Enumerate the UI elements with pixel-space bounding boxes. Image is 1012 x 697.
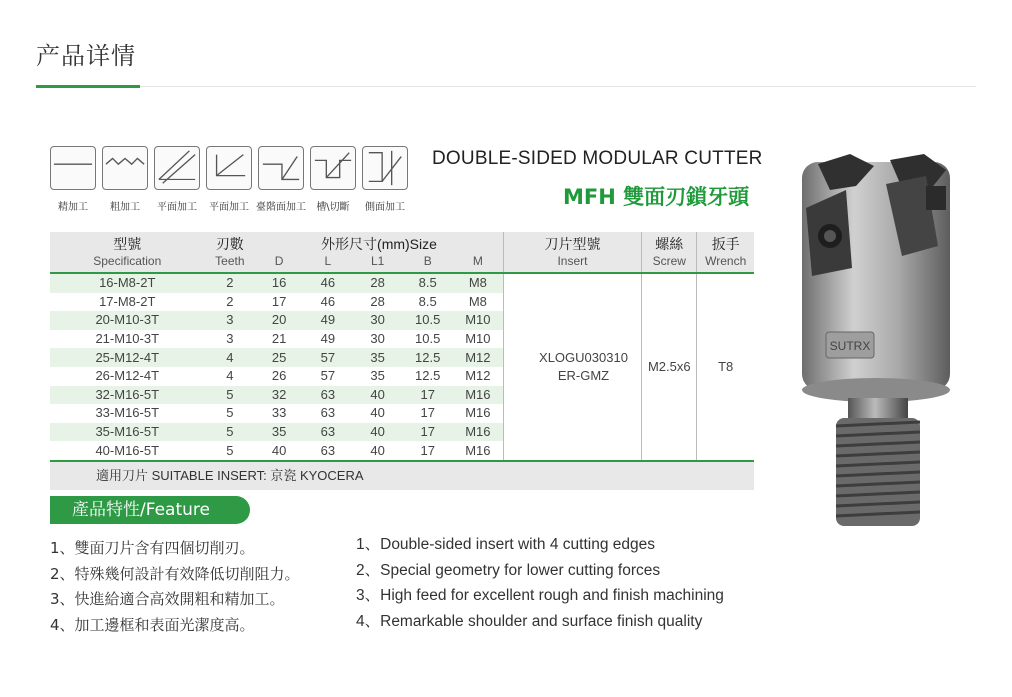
table-cell-m: M10 — [453, 330, 503, 349]
table-row — [50, 273, 754, 293]
header-screw-en: Screw — [642, 254, 697, 273]
table-cell-l: 63 — [303, 441, 353, 460]
table-cell-teeth: 4 — [205, 367, 256, 386]
table-cell-l: 46 — [303, 273, 353, 293]
title-divider — [36, 86, 976, 87]
table-cell-m: M12 — [453, 367, 503, 386]
table-cell-l1: 28 — [353, 273, 403, 293]
suitable-insert-note: 適用刀片 SUITABLE INSERT: 京瓷 KYOCERA — [50, 460, 754, 490]
feature-list-en — [356, 532, 724, 634]
table-cell-spec: 16-M8-2T — [50, 273, 205, 293]
table-cell-teeth: 2 — [205, 293, 256, 312]
table-cell-l1: 35 — [353, 348, 403, 367]
photo-engraving: SUTRX — [829, 339, 871, 353]
op-label-face: 平面加工 — [157, 202, 197, 213]
feature-badge: 產品特性/Feature — [50, 496, 250, 524]
spec-table — [50, 232, 754, 460]
table-cell-teeth: 5 — [205, 386, 256, 405]
table-cell-teeth: 4 — [205, 348, 256, 367]
page-title: 产品详情 — [36, 42, 136, 70]
table-cell-spec: 40-M16-5T — [50, 441, 205, 460]
table-cell-teeth: 5 — [205, 441, 256, 460]
title-accent-bar — [36, 85, 140, 88]
header-dims-cn: 外形尺寸(mm)Size — [255, 232, 503, 254]
table-cell-spec: 32-M16-5T — [50, 386, 205, 405]
table-cell-b: 17 — [403, 441, 453, 460]
table-cell-m: M16 — [453, 386, 503, 405]
table-cell-teeth: 5 — [205, 423, 256, 442]
header-wrench-en: Wrench — [697, 254, 754, 273]
table-cell-b: 12.5 — [403, 348, 453, 367]
header-l1: L1 — [353, 254, 403, 273]
shoulder-milling-icon — [258, 146, 304, 190]
feature-cn-item: 1、雙面刀片含有四個切削刃。 — [50, 539, 255, 557]
table-cell-m: M8 — [453, 273, 503, 293]
header-insert-en: Insert — [503, 254, 641, 273]
table-cell-spec: 26-M12-4T — [50, 367, 205, 386]
table-cell-spec: 35-M16-5T — [50, 423, 205, 442]
feature-en-item: 4、Remarkable shoulder and surface finish quality — [356, 612, 703, 630]
cutter-photo — [790, 150, 960, 530]
spec-table-wrapper — [50, 232, 754, 490]
header-m: M — [453, 254, 503, 273]
table-cell-d: 21 — [255, 330, 303, 349]
table-cell-d: 33 — [255, 404, 303, 423]
table-cell-l: 63 — [303, 404, 353, 423]
insert-cell — [503, 273, 641, 460]
feature-cn-item: 3、快進給適合高效開粗和精加工。 — [50, 590, 285, 608]
table-cell-teeth: 5 — [205, 404, 256, 423]
table-cell-b: 12.5 — [403, 367, 453, 386]
wrench-cell: T8 — [697, 273, 754, 460]
table-cell-l: 49 — [303, 330, 353, 349]
thread — [836, 418, 920, 526]
table-cell-teeth: 2 — [205, 273, 256, 293]
table-cell-spec: 25-M12-4T — [50, 348, 205, 367]
op-label-side: 側面加工 — [365, 202, 405, 213]
table-cell-l: 63 — [303, 386, 353, 405]
header-teeth-cn: 刃數 — [205, 232, 256, 254]
table-cell-m: M16 — [453, 441, 503, 460]
table-cell-b: 17 — [403, 404, 453, 423]
table-cell-b: 10.5 — [403, 330, 453, 349]
header-b: B — [403, 254, 453, 273]
table-cell-l1: 40 — [353, 386, 403, 405]
table-cell-l1: 35 — [353, 367, 403, 386]
table-cell-d: 35 — [255, 423, 303, 442]
header-wrench-cn: 扳手 — [697, 232, 754, 254]
feature-en-item: 3、High feed for excellent rough and finish machining — [356, 587, 724, 604]
table-cell-l1: 30 — [353, 330, 403, 349]
header-spec-en: Specification — [50, 254, 205, 273]
table-cell-d: 16 — [255, 273, 303, 293]
table-cell-l1: 30 — [353, 311, 403, 330]
feature-en-item: 1、Double-sided insert with 4 cutting edges — [356, 536, 655, 553]
roughing-icon — [102, 146, 148, 190]
op-label-roughing: 粗加工 — [110, 202, 140, 213]
table-cell-spec: 21-M10-3T — [50, 330, 205, 349]
table-cell-d: 20 — [255, 311, 303, 330]
table-cell-spec: 17-M8-2T — [50, 293, 205, 312]
table-cell-spec: 20-M10-3T — [50, 311, 205, 330]
table-cell-m: M12 — [453, 348, 503, 367]
table-cell-l1: 40 — [353, 404, 403, 423]
header-insert-cn: 刀片型號 — [503, 232, 641, 254]
table-cell-l: 46 — [303, 293, 353, 312]
table-cell-l1: 40 — [353, 423, 403, 442]
table-cell-l1: 28 — [353, 293, 403, 312]
heading-chinese: MFH 雙面刃鎖牙頭 — [563, 185, 750, 209]
header-spec-cn: 型號 — [50, 232, 205, 254]
table-cell-l: 63 — [303, 423, 353, 442]
feature-cn-item: 4、加工邊框和表面光潔度高。 — [50, 615, 255, 634]
table-cell-m: M16 — [453, 423, 503, 442]
op-label-shoulder: 臺階面加工 — [256, 202, 306, 213]
table-cell-m: M10 — [453, 311, 503, 330]
header-teeth-en: Teeth — [205, 254, 256, 273]
table-cell-teeth: 3 — [205, 330, 256, 349]
table-cell-l: 57 — [303, 348, 353, 367]
table-cell-m: M16 — [453, 404, 503, 423]
table-cell-l: 57 — [303, 367, 353, 386]
slotting-icon — [310, 146, 356, 190]
heading-english: DOUBLE-SIDED MODULAR CUTTER — [432, 148, 763, 169]
table-cell-d: 26 — [255, 367, 303, 386]
op-label-face-angle: 平面加工 — [209, 202, 249, 213]
header-d: D — [255, 254, 303, 273]
table-cell-d: 40 — [255, 441, 303, 460]
table-cell-b: 17 — [403, 386, 453, 405]
feature-cn-item: 2、特殊幾何設計有效降低切削阻力。 — [50, 564, 300, 583]
table-cell-teeth: 3 — [205, 311, 256, 330]
feature-en-item: 2、Special geometry for lower cutting forces — [356, 561, 661, 579]
table-cell-m: M8 — [453, 293, 503, 312]
table-cell-b: 8.5 — [403, 293, 453, 312]
table-cell-d: 32 — [255, 386, 303, 405]
feature-list-cn — [50, 536, 300, 638]
table-cell-b: 10.5 — [403, 311, 453, 330]
op-label-slot: 槽\切斷 — [316, 202, 350, 213]
side-milling-icon — [362, 146, 408, 190]
table-cell-d: 17 — [255, 293, 303, 312]
finishing-icon — [50, 146, 96, 190]
table-cell-l: 49 — [303, 311, 353, 330]
insert-model-line2: ER-GMZ — [557, 367, 610, 383]
table-cell-l1: 40 — [353, 441, 403, 460]
table-cell-b: 17 — [403, 423, 453, 442]
table-cell-b: 8.5 — [403, 273, 453, 293]
header-screw-cn: 螺絲 — [642, 232, 697, 254]
table-cell-spec: 33-M16-5T — [50, 404, 205, 423]
op-label-finishing: 精加工 — [58, 202, 88, 213]
screw-cell: M2.5x6 — [642, 273, 697, 460]
face-milling-angle-icon — [206, 146, 252, 190]
header-l: L — [303, 254, 353, 273]
table-cell-d: 25 — [255, 348, 303, 367]
insert-model-line1: XLOGU030310 — [539, 349, 628, 365]
face-milling-icon — [154, 146, 200, 190]
